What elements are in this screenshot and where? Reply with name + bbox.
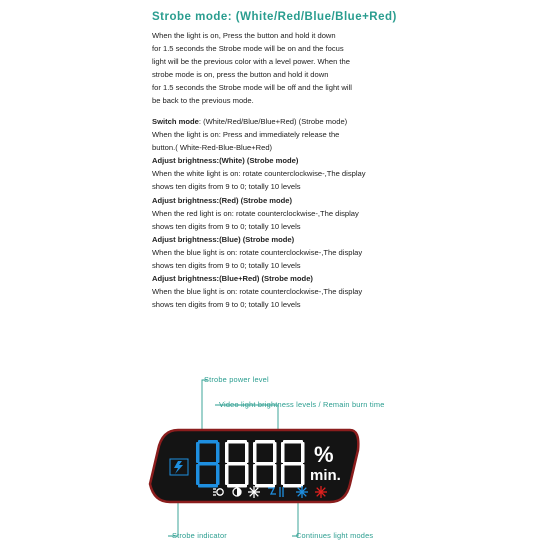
callout-continues-modes: Continues light modes <box>296 531 374 540</box>
adjust-line: When the white light is on: rotate counterclockwise-,The display <box>152 169 366 179</box>
switch-line: button.( White-Red-Blue-Blue+Red) <box>152 143 273 153</box>
adjust-heading-blue: Adjust brightness:(Blue) (Strobe mode) <box>152 234 295 244</box>
red-star-icon <box>315 486 327 498</box>
switch-line: When the light is on: Press and immediately release the <box>152 130 340 140</box>
adjust-heading-red: Adjust brightness:(Red) (Strobe mode) <box>152 195 293 205</box>
strobe-line: When the light is on, Press the button and hold it down <box>152 31 336 40</box>
strobe-line: for 1.5 seconds the Strobe mode will be on and the focus <box>152 44 344 54</box>
sun-icon <box>248 486 260 498</box>
strobe-line: be back to the previous mode. <box>152 96 254 106</box>
strobe-line: strobe mode is on, press the button and hold it down <box>152 70 329 80</box>
callout-power-level: Strobe power level <box>204 375 269 384</box>
switch-heading-rest: : (White/Red/Blue/Blue+Red) (Strobe mode) <box>198 117 348 126</box>
adjust-heading-blue-red: Adjust brightness:(Blue+Red) (Strobe mode) <box>152 274 313 284</box>
strobe-title: Strobe mode: (White/Red/Blue/Blue+Red) <box>152 11 397 23</box>
callout-strobe-indicator: Strobe indicator <box>172 531 227 540</box>
adjust-line: When the red light is on: rotate counterclockwise-,The display <box>152 208 359 218</box>
switch-heading: Switch mode <box>152 117 199 126</box>
callout-brightness: Video light brightness levels / Remain burn time <box>219 400 385 409</box>
adjust-line: When the blue light is on: rotate counterclockwise-,The display <box>152 287 363 297</box>
adjust-heading-white: Adjust brightness:(White) (Strobe mode) <box>152 156 299 166</box>
minutes-unit: min. <box>310 467 341 484</box>
adjust-line: shows ten digits from 9 to 0; totally 10 levels <box>152 182 301 192</box>
blue-star-icon <box>296 486 308 498</box>
adjust-line: shows ten digits from 9 to 0; totally 10 levels <box>152 221 301 231</box>
strobe-line: light will be the previous color with a level power. When the <box>152 57 350 67</box>
strobe-line: for 1.5 seconds the Strobe mode will be off and the light will <box>152 83 352 93</box>
adjust-line: shows ten digits from 9 to 0; totally 10 levels <box>152 261 301 271</box>
percent-symbol: % <box>314 442 334 467</box>
adjust-line: shows ten digits from 9 to 0; totally 10 levels <box>152 300 301 310</box>
adjust-line: When the blue light is on: rotate counterclockwise-,The display <box>152 247 363 257</box>
